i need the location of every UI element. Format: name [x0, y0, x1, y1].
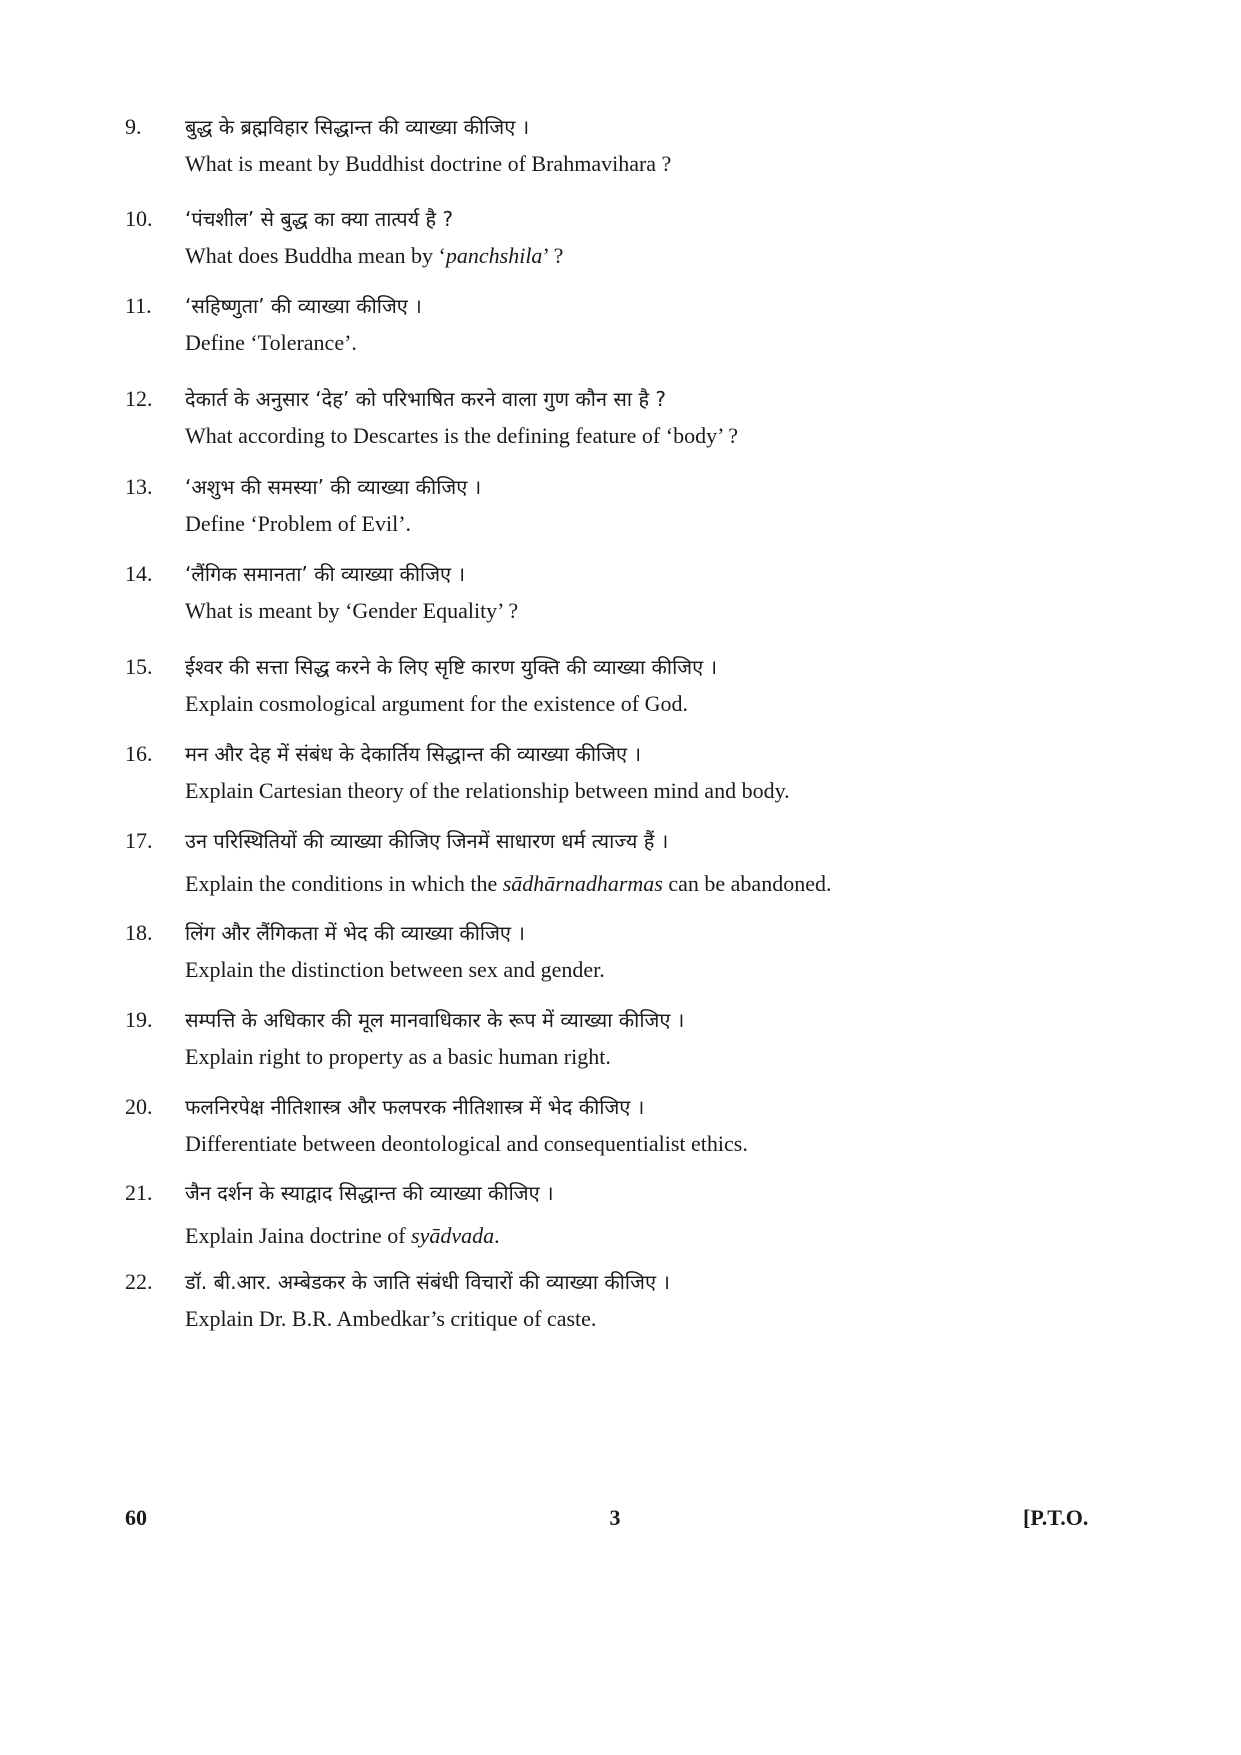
question-body — [185, 204, 1125, 271]
question-body — [185, 472, 1125, 539]
question-number: 20. — [125, 1094, 153, 1119]
question-english: What does Buddha mean by ‘panchshila’ ? — [185, 243, 564, 268]
question-hindi: देकार्त के अनुसार ‘देह’ को परिभाषित करने वाला गुण कौन सा है ? — [185, 387, 667, 411]
question-hindi: ‘पंचशील’ से बुद्ध का क्या तात्पर्य है ? — [185, 207, 454, 231]
question-number: 18. — [125, 920, 153, 945]
question-hindi: उन परिस्थितियों की व्याख्या कीजिए जिनमें साधारण धर्म त्याज्य हैं । — [185, 829, 669, 853]
question-body — [185, 652, 1125, 719]
question-english: What is meant by ‘Gender Equality’ ? — [185, 598, 519, 623]
question-body — [185, 1092, 1125, 1159]
question-english: Explain the conditions in which the sādhārnadharmas can be abandoned. — [185, 871, 832, 896]
question-hindi: फलनिरपेक्ष नीतिशास्त्र और फलपरक नीतिशास्त्र में भेद कीजिए । — [185, 1095, 645, 1119]
question-number: 21. — [125, 1180, 153, 1205]
question-hindi: बुद्ध के ब्रह्मविहार सिद्धान्त की व्याख्या कीजिए । — [185, 115, 530, 139]
question-number: 14. — [125, 561, 153, 586]
question-body — [185, 1005, 1125, 1072]
question-hindi: सम्पत्ति के अधिकार की मूल मानवाधिकार के रूप में व्याख्या कीजिए । — [185, 1008, 685, 1032]
please-turn-over: [P.T.O. — [1023, 1505, 1089, 1530]
question-number: 15. — [125, 654, 153, 679]
question-number: 11. — [125, 293, 152, 318]
question-english: Explain Cartesian theory of the relationship between mind and body. — [185, 778, 790, 803]
question-body — [185, 826, 1125, 899]
question-number: 12. — [125, 386, 153, 411]
question-number: 13. — [125, 474, 153, 499]
question-body — [185, 918, 1125, 985]
question-english: Explain Jaina doctrine of syādvada. — [185, 1223, 500, 1248]
page-number: 3 — [609, 1505, 621, 1530]
question-number: 10. — [125, 206, 153, 231]
question-hindi: ईश्वर की सत्ता सिद्ध करने के लिए सृष्टि कारण युक्ति की व्याख्या कीजिए । — [185, 655, 718, 679]
question-body — [185, 112, 1125, 179]
question-body — [185, 739, 1125, 806]
question-hindi: ‘सहिष्णुता’ की व्याख्या कीजिए । — [185, 294, 422, 318]
question-body — [185, 1267, 1125, 1334]
question-hindi: मन और देह में संबंध के देकार्तिय सिद्धान्त की व्याख्या कीजिए । — [185, 742, 642, 766]
question-english: What is meant by Buddhist doctrine of Brahmavihara ? — [185, 151, 672, 176]
question-english: Define ‘Tolerance’. — [185, 330, 357, 355]
question-number: 9. — [125, 114, 142, 139]
question-number: 17. — [125, 828, 153, 853]
question-hindi: ‘लैंगिक समानता’ की व्याख्या कीजिए । — [185, 562, 466, 586]
question-hindi: लिंग और लैंगिकता में भेद की व्याख्या कीजिए । — [185, 921, 525, 945]
question-body — [185, 1178, 1125, 1251]
question-hindi: जैन दर्शन के स्याद्वाद सिद्धान्त की व्याख्या कीजिए । — [185, 1181, 554, 1205]
question-number: 16. — [125, 741, 153, 766]
paper-code: 60 — [125, 1505, 147, 1530]
question-hindi: डॉ. बी.आर. अम्बेडकर के जाति संबंधी विचारों की व्याख्या कीजिए । — [185, 1270, 670, 1294]
question-english: What according to Descartes is the defining feature of ‘body’ ? — [185, 423, 739, 448]
question-english: Differentiate between deontological and consequentialist ethics. — [185, 1131, 748, 1156]
question-english: Define ‘Problem of Evil’. — [185, 511, 412, 536]
question-hindi: ‘अशुभ की समस्या’ की व्याख्या कीजिए । — [185, 475, 482, 499]
question-english: Explain the distinction between sex and gender. — [185, 957, 605, 982]
question-english: Explain right to property as a basic human right. — [185, 1044, 611, 1069]
question-number: 22. — [125, 1269, 153, 1294]
question-english: Explain cosmological argument for the existence of God. — [185, 691, 689, 716]
question-number: 19. — [125, 1007, 153, 1032]
question-body — [185, 559, 1125, 626]
question-english: Explain Dr. B.R. Ambedkar’s critique of caste. — [185, 1306, 597, 1331]
question-body — [185, 384, 1125, 451]
question-body — [185, 291, 1125, 358]
